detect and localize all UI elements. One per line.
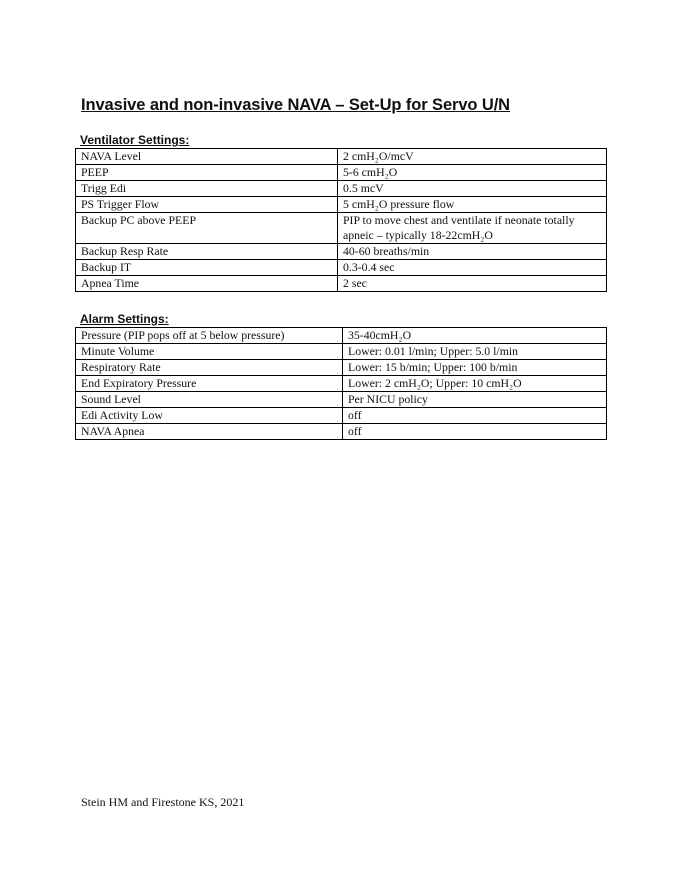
table-row — [76, 165, 607, 181]
setting-value: 0.3-0.4 sec — [338, 260, 607, 276]
alarm-value: Per NICU policy — [343, 392, 607, 408]
alarm-value: off — [343, 424, 607, 440]
table-row — [76, 344, 607, 360]
table-row — [76, 213, 607, 244]
table-row — [76, 149, 607, 165]
table-row — [76, 197, 607, 213]
table-row — [76, 181, 607, 197]
ventilator-settings-table — [75, 148, 607, 292]
table-row — [76, 392, 607, 408]
alarm-name: Respiratory Rate — [76, 360, 343, 376]
setting-value: PIP to move chest and ventilate if neonate totally apneic – typically 18-22cmH₂O — [338, 213, 607, 244]
setting-value: 2 cmH₂O/mcV — [338, 149, 607, 165]
alarm-name: Edi Activity Low — [76, 408, 343, 424]
table-row — [76, 328, 607, 344]
document-title: Invasive and non-invasive NAVA – Set-Up for Servo U/N — [81, 96, 511, 114]
alarm-name: Pressure (PIP pops off at 5 below pressure) — [76, 328, 343, 344]
alarm-value: Lower: 15 b/min; Upper: 100 b/min — [343, 360, 607, 376]
table-row — [76, 376, 607, 392]
setting-name: Backup PC above PEEP — [76, 213, 338, 244]
setting-name: PEEP — [76, 165, 338, 181]
table-row — [76, 424, 607, 440]
table-row — [76, 408, 607, 424]
alarm-name: End Expiratory Pressure — [76, 376, 343, 392]
setting-value: 2 sec — [338, 276, 607, 292]
alarm-value: off — [343, 408, 607, 424]
citation-footer: Stein HM and Firestone KS, 2021 — [81, 795, 245, 809]
table-row — [76, 244, 607, 260]
alarm-value: Lower: 2 cmH₂O; Upper: 10 cmH₂O — [343, 376, 607, 392]
alarm-name: Sound Level — [76, 392, 343, 408]
setting-name: PS Trigger Flow — [76, 197, 338, 213]
alarm-name: NAVA Apnea — [76, 424, 343, 440]
table-row — [76, 360, 607, 376]
alarm-value: Lower: 0.01 l/min; Upper: 5.0 l/min — [343, 344, 607, 360]
setting-name: Apnea Time — [76, 276, 338, 292]
setting-value: 5-6 cmH₂O — [338, 165, 607, 181]
setting-name: Trigg Edi — [76, 181, 338, 197]
setting-value: 40-60 breaths/min — [338, 244, 607, 260]
table-row — [76, 260, 607, 276]
setting-value: 0.5 mcV — [338, 181, 607, 197]
table-row — [76, 276, 607, 292]
setting-name: Backup Resp Rate — [76, 244, 338, 260]
alarm-settings-table — [75, 327, 607, 440]
alarm-name: Minute Volume — [76, 344, 343, 360]
alarm-value: 35-40cmH₂O — [343, 328, 607, 344]
ventilator-settings-heading: Ventilator Settings: — [80, 133, 190, 147]
setting-name: Backup IT — [76, 260, 338, 276]
setting-name: NAVA Level — [76, 149, 338, 165]
alarm-settings-heading: Alarm Settings: — [80, 312, 169, 326]
setting-value: 5 cmH₂O pressure flow — [338, 197, 607, 213]
